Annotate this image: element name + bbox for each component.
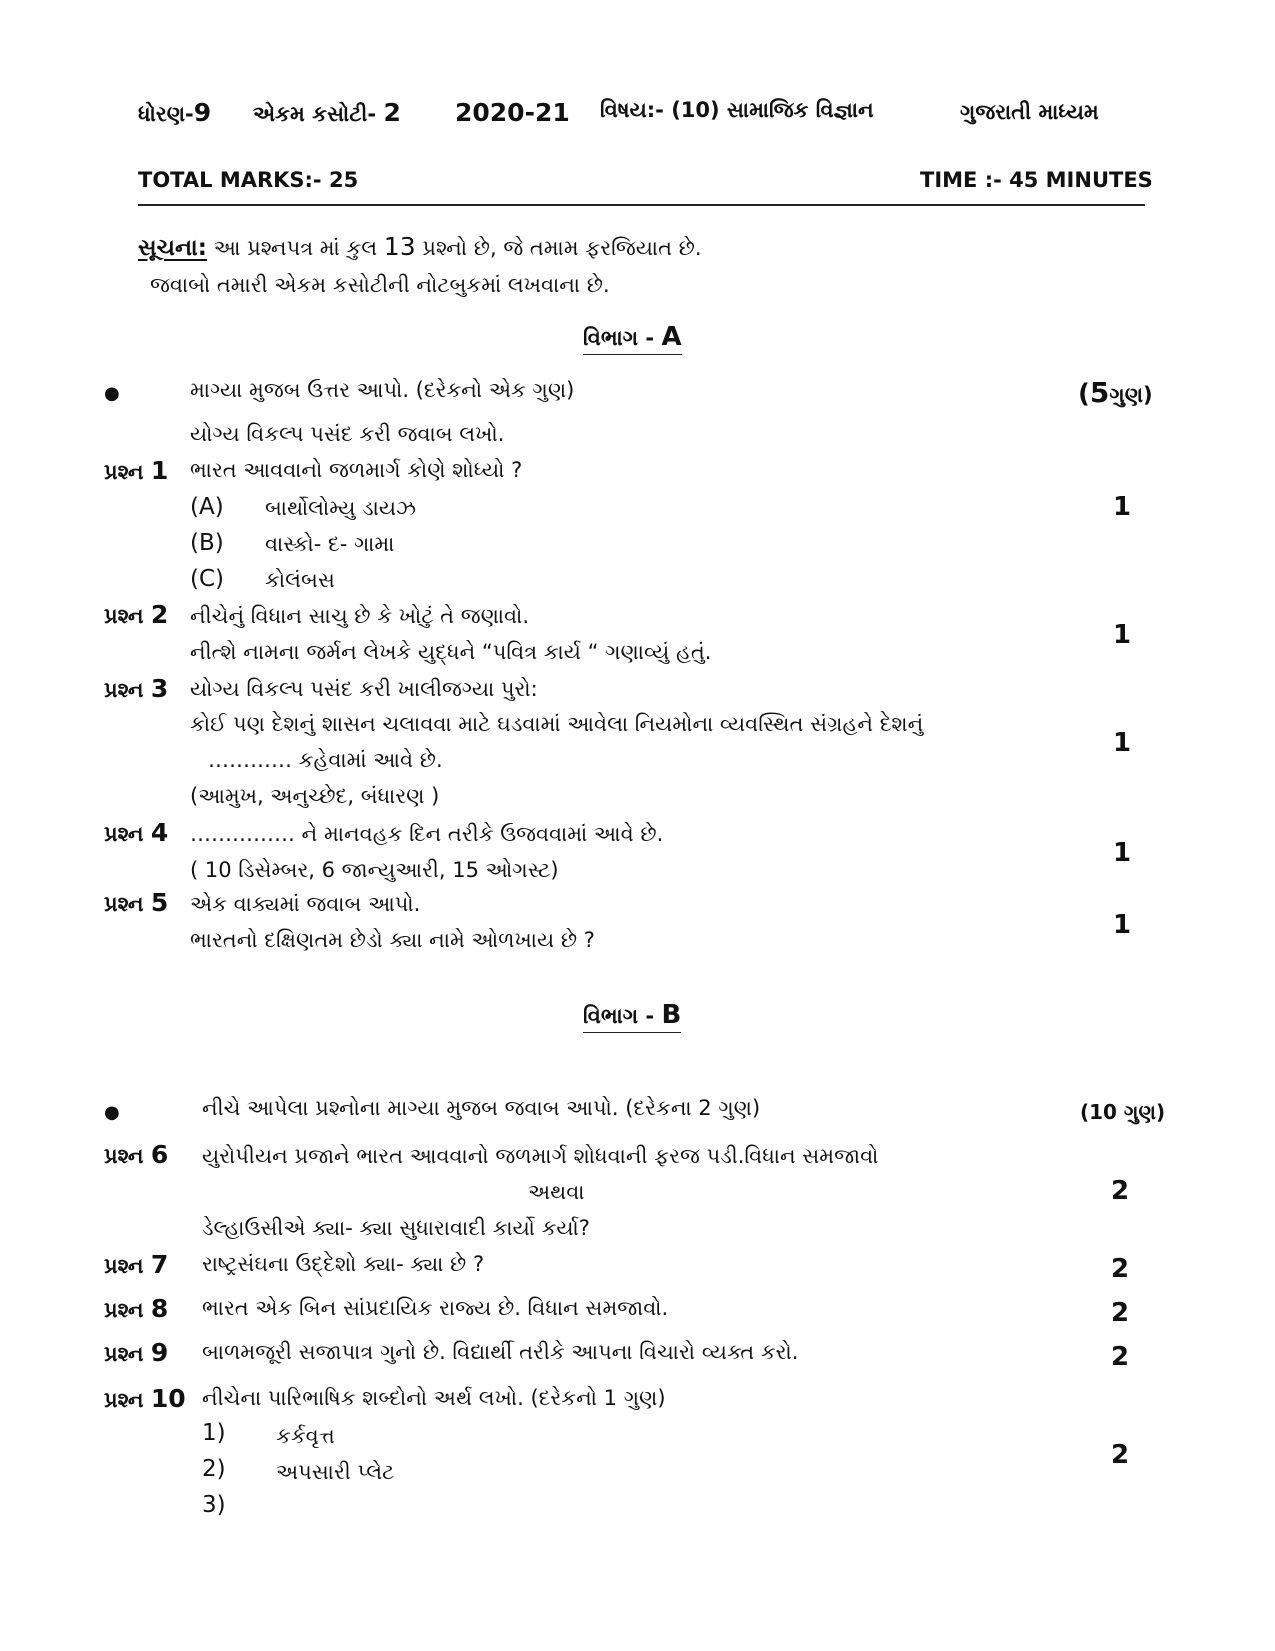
question-10-item-key: 1) [202, 1420, 226, 1446]
question-5-statement: ભારતનો દક્ષિણતમ છેડો ક્યા નામે ઓળખાય છે ? [190, 928, 595, 952]
section-a-title: વિભાગ - A [583, 322, 682, 355]
question-5-text: એક વાક્યમાં જવાબ આપો. [190, 892, 421, 916]
medium: ગુજરાતી માધ્યમ [960, 100, 1099, 124]
instructions-line2: જવાબો તમારી એકમ કસોટીની નોટબુકમાં લખવાના છે. [150, 273, 610, 297]
section-a-bullet: ● [104, 383, 120, 404]
question-6-alternate: ડેલ્હાઉસીએ ક્યા- ક્યા સુધારાવાદી કાર્યો કર્યા? [202, 1216, 590, 1240]
section-a-sub-instruction: યોગ્ય વિકલ્પ પસંદ કરી જવાબ લખો. [190, 422, 505, 446]
section-b-instruction: નીચે આપેલા પ્રશ્નોના માગ્યા મુજબ જવાબ આપો. (દરેકના 2 ગુણ) [202, 1096, 761, 1120]
section-b-bullet: ● [104, 1102, 120, 1123]
question-7-text: રાષ્ટ્રસંઘના ઉદ્દેશો ક્યા- ક્યા છે ? [202, 1252, 485, 1276]
subject: વિષય:- (10) સામાજિક વિજ્ઞાન [600, 98, 874, 122]
question-2-mark: 1 [1113, 620, 1132, 650]
question-10-item-text: અપસારી પ્લેટ [276, 1460, 395, 1484]
question-6-text: યુરોપીયન પ્રજાને ભારત આવવાનો જળમાર્ગ શોધવાની ફરજ પડી.વિધાન સમજાવો [202, 1144, 879, 1168]
header-divider [138, 204, 1145, 206]
question-4-text: …………… ને માનવહક દિન તરીકે ઉજવવામાં આવે છે. [190, 822, 664, 846]
question-3-statement: કોઈ પણ દેશનું શાસન ચલાવવા માટે ઘડવામાં આવેલા નિયમોના વ્યવસ્થિત સંગ્રહને દેશનું [190, 712, 924, 736]
instructions-label: સૂચના: [138, 235, 207, 261]
question-8-mark: 2 [1111, 1298, 1130, 1328]
question-5-label: પ્રશ્ન 5 [104, 888, 169, 917]
question-6-or: અથવા [528, 1180, 585, 1204]
standard-label: ધોરણ-9 [138, 98, 212, 127]
question-8-label: પ્રશ્ન 8 [104, 1294, 169, 1323]
question-4-label: પ્રશ્ન 4 [104, 818, 169, 847]
question-1-option-text: બાર્થોલોમ્યુ ડાયઝ [265, 496, 417, 520]
question-1-label: પ્રશ્ન 1 [104, 456, 169, 485]
question-1-option-key: (A) [190, 494, 224, 520]
question-4-choices: ( 10 ડિસેમ્બર, 6 જાન્યુઆરી, 15 ઓગસ્ટ) [190, 858, 559, 882]
question-3-blank: ………… કહેવામાં આવે છે. [208, 748, 443, 772]
question-3-text: યોગ્ય વિકલ્પ પસંદ કરી ખાલીજગ્યા પુરો: [190, 677, 538, 701]
question-9-mark: 2 [1111, 1342, 1130, 1372]
total-marks: TOTAL MARKS:- 25 [138, 168, 359, 192]
academic-year: 2020-21 [455, 98, 570, 127]
question-6-label: પ્રશ્ન 6 [104, 1140, 169, 1169]
question-3-label: પ્રશ્ન 3 [104, 674, 169, 703]
question-10-label: પ્રશ્ન 10 [104, 1384, 186, 1413]
question-1-option-text: વાસ્કો- દ- ગામા [265, 532, 395, 556]
question-4-mark: 1 [1113, 838, 1132, 868]
question-2-text: નીચેનું વિધાન સાચુ છે કે ખોટું તે જણાવો. [190, 604, 530, 628]
question-9-text: બાળમજૂરી સજાપાત્ર ગુનો છે. વિદ્યાર્થી તરીકે આપના વિચારો વ્યક્ત કરો. [202, 1340, 799, 1364]
section-a-marks: (5ગુણ) [1078, 376, 1153, 409]
question-1-mark: 1 [1113, 492, 1132, 522]
question-7-mark: 2 [1111, 1254, 1130, 1284]
question-5-mark: 1 [1113, 910, 1132, 940]
question-9-label: પ્રશ્ન 9 [104, 1338, 169, 1367]
question-6-mark: 2 [1111, 1176, 1130, 1206]
test-name: એકમ કસોટી- 2 [253, 98, 401, 127]
question-1-option-text: કોલંબસ [265, 568, 335, 592]
section-b-title: વિભાગ - B [583, 1000, 681, 1033]
question-1-text: ભારત આવવાનો જળમાર્ગ કોણે શોધ્યો ? [190, 458, 523, 482]
question-10-item-text: કર્કવૃત્ત [276, 1424, 335, 1448]
question-2-label: પ્રશ્ન 2 [104, 600, 169, 629]
instructions-line1: સૂચના: આ પ્રશ્નપત્ર માં કુલ 13 પ્રશ્નો છે, જે તમામ ફરજિયાત છે. [138, 232, 702, 261]
section-a-instruction: માગ્યા મુજબ ઉત્તર આપો. (દરેકનો એક ગુણ) [190, 378, 575, 402]
question-2-statement: નીત્શે નામના જર્મન લેખકે યુદ્ધને “પવિત્ર કાર્ય “ ગણાવ્યું હતું. [190, 640, 712, 664]
question-10-text: નીચેના પારિભાષિક શબ્દોનો અર્થ લખો. (દરેકનો 1 ગુણ) [202, 1386, 666, 1410]
section-b-marks: (10 ગુણ) [1080, 1100, 1166, 1124]
question-7-label: પ્રશ્ન 7 [104, 1250, 169, 1279]
question-3-choices: (આમુખ, અનુચ્છેદ, બંધારણ ) [190, 784, 440, 808]
question-1-option-key: (C) [190, 566, 225, 592]
question-10-item-key: 3) [202, 1492, 226, 1518]
question-10-mark: 2 [1111, 1440, 1130, 1470]
question-10-item-key: 2) [202, 1456, 226, 1482]
question-3-mark: 1 [1113, 728, 1132, 758]
time-limit: TIME :- 45 MINUTES [920, 168, 1153, 192]
question-1-option-key: (B) [190, 530, 224, 556]
question-8-text: ભારત એક બિન સાંપ્રદાયિક રાજ્ય છે. વિધાન સમજાવો. [202, 1296, 669, 1320]
